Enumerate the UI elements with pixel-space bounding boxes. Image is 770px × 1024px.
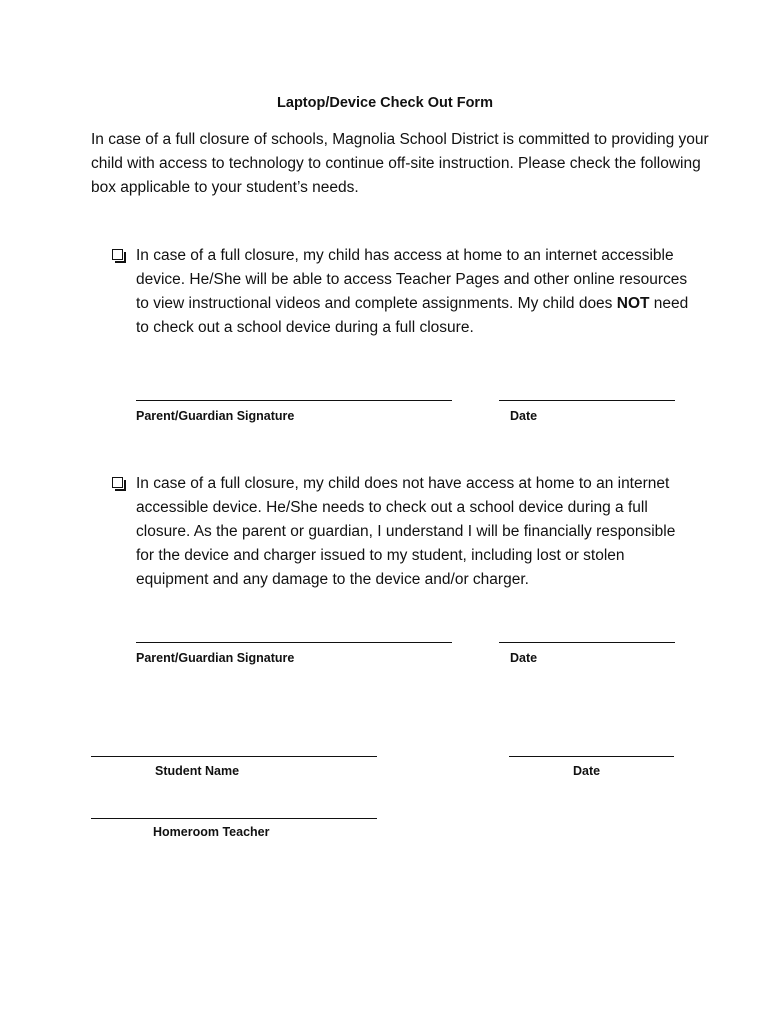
option1-date-field[interactable] [499,380,675,402]
option2-date-line [499,642,675,643]
homeroom-teacher-line [91,818,377,819]
option-has-device-checkbox[interactable] [112,249,123,260]
option-needs-device [112,472,692,592]
form-title: Laptop/Device Check Out Form [277,95,493,111]
option1-date-line [499,400,675,401]
option1-signature-field[interactable] [136,380,452,402]
option-has-device-text-bold: NOT [616,295,650,312]
option-needs-device-checkbox[interactable] [112,477,123,488]
student-name-line [91,756,377,757]
student-name-field[interactable] [91,736,377,758]
option2-date-field[interactable] [499,622,675,644]
student-date-field[interactable] [509,736,674,758]
option2-signature-label: Parent/Guardian Signature [136,651,295,665]
option-has-device-text [136,244,692,340]
option-has-device-text-part2: need to check out a school device during a full closure. [136,295,689,336]
student-name-label: Student Name [155,764,240,778]
option2-date-label: Date [510,651,538,665]
homeroom-teacher-field[interactable] [91,798,377,820]
homeroom-teacher-label: Homeroom Teacher [153,825,270,839]
option1-signature-line [136,400,452,401]
option-has-device-text-part1: In case of a full closure, my child has access at home to an internet accessible device. He/She will be able to access Teacher Pages and other online resources to view instructional videos and complete assignments. My child does [136,247,688,312]
option1-signature-label: Parent/Guardian Signature [136,409,295,423]
option2-signature-line [136,642,452,643]
option-needs-device-text: In case of a full closure, my child does not have access at home to an internet accessible device. He/She needs to check out a school device during a full closure. As the parent or guardian, I understand I will be financially responsible for the device and charger issued to my student, including lost or stolen equipment and any damage to the device and/or charger. [136,475,676,588]
option2-signature-field[interactable] [136,622,452,644]
option1-date-label: Date [510,409,538,423]
student-date-label: Date [573,764,601,778]
option-has-device [112,244,692,340]
form-intro: In case of a full closure of schools, Magnolia School District is committed to providing your child with access to technology to continue off-site instruction. Please check the following box applicable to your student’s needs. [91,131,709,196]
student-date-line [509,756,674,757]
